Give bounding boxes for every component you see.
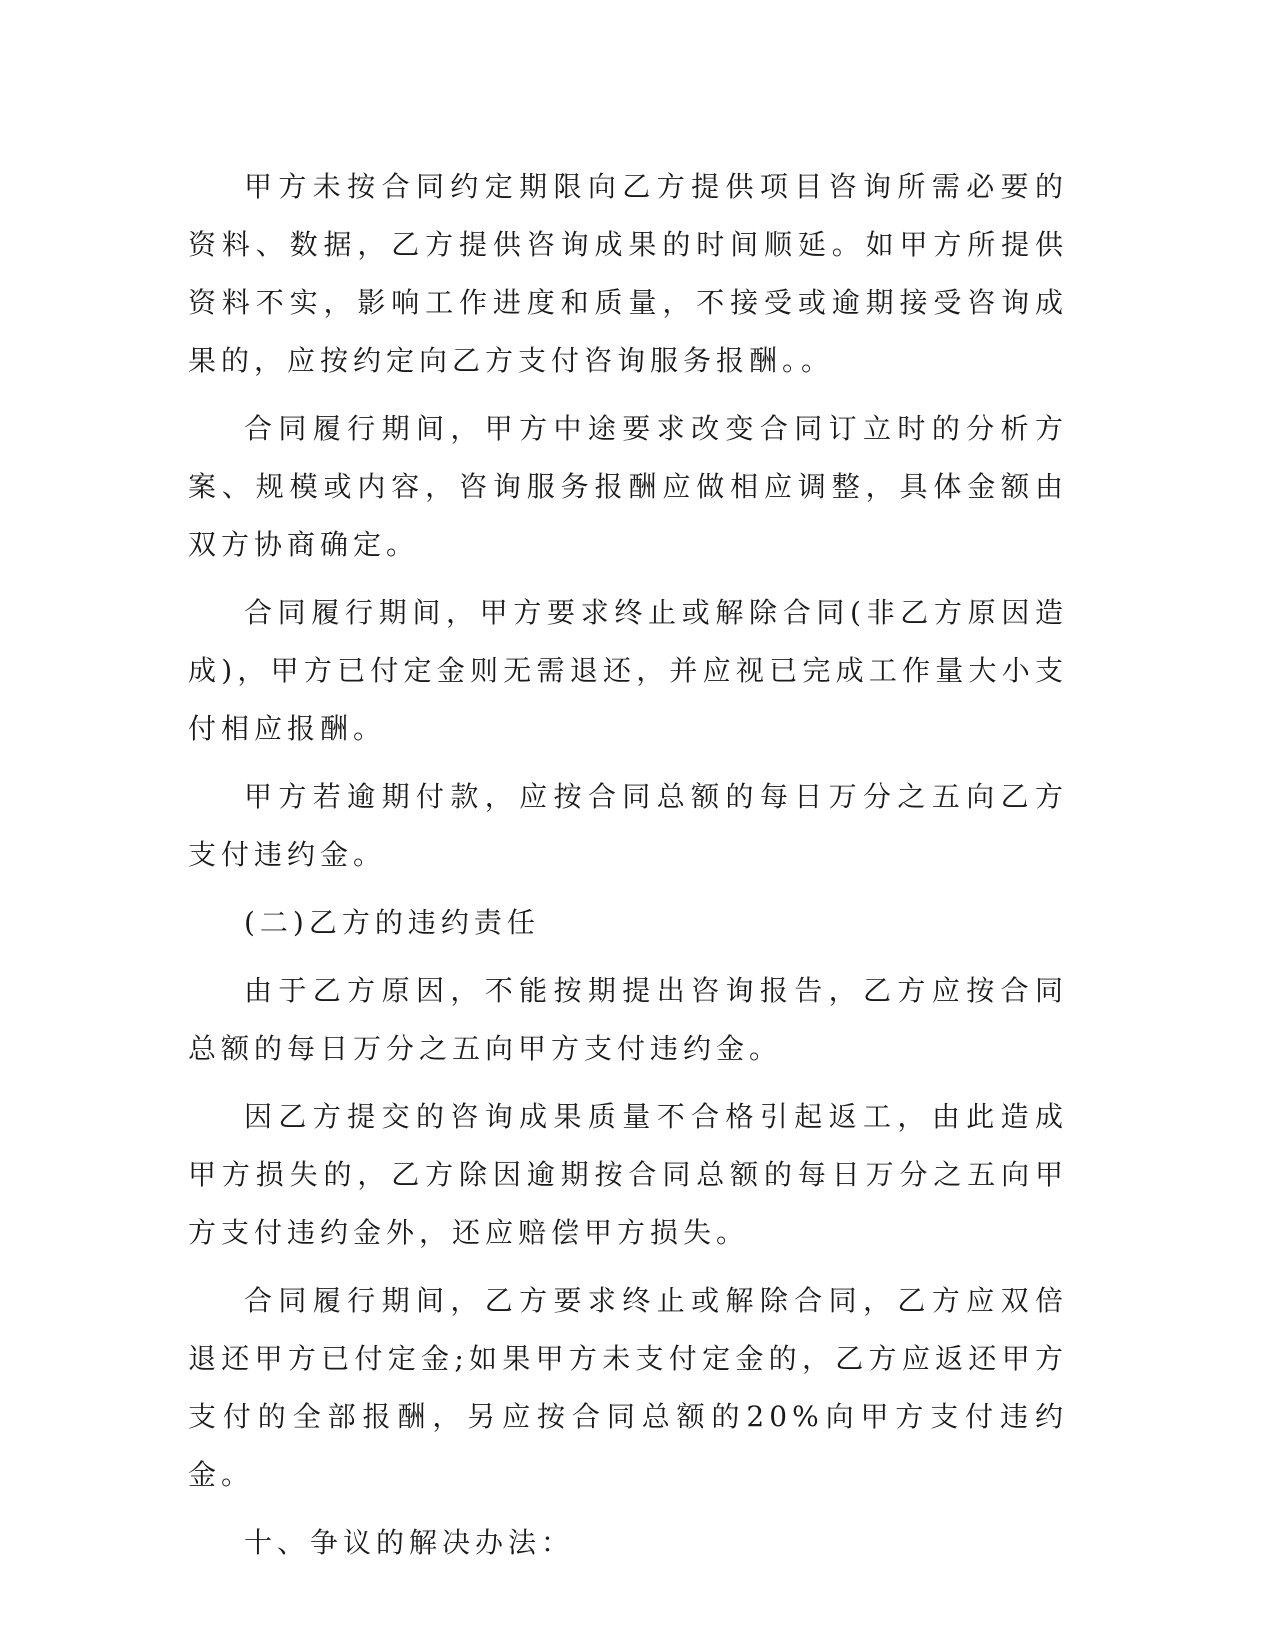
document-body	[188, 158, 1068, 1582]
paragraph-party-a-change-scope: 合同履行期间，甲方中途要求改变合同订立时的分析方案、规模或内容，咨询服务报酬应做相应调整，具体金额由双方协商确定。	[188, 412, 1068, 561]
paragraph-party-a-late-payment: 甲方若逾期付款，应按合同总额的每日万分之五向乙方支付违约金。	[188, 780, 1068, 871]
section-heading-party-b-liability: (二)乙方的违约责任	[244, 906, 540, 939]
paragraph-party-a-materials: 甲方未按合同约定期限向乙方提供项目咨询所需必要的资料、数据，乙方提供咨询成果的时间顺延。如甲方所提供资料不实，影响工作进度和质量，不接受或逾期接受咨询成果的，应按约定向乙方支付咨询服务报酬。。	[188, 170, 1068, 377]
paragraph-party-b-terminate: 合同履行期间，乙方要求终止或解除合同，乙方应双倍退还甲方已付定金;如果甲方未支付定金的，乙方应返还甲方支付的全部报酬，另应按合同总额的20%向甲方支付违约金。	[188, 1284, 1068, 1491]
paragraph-party-a-terminate: 合同履行期间，甲方要求终止或解除合同(非乙方原因造成)，甲方已付定金则无需退还，并应视已完成工作量大小支付相应报酬。	[188, 596, 1068, 745]
paragraph-party-b-late-report: 由于乙方原因，不能按期提出咨询报告，乙方应按合同总额的每日万分之五向甲方支付违约金。	[188, 974, 1068, 1065]
paragraph-party-b-quality: 因乙方提交的咨询成果质量不合格引起返工，由此造成甲方损失的，乙方除因逾期按合同总额的每日万分之五向甲方支付违约金外，还应赔偿甲方损失。	[188, 1100, 1068, 1249]
section-heading-dispute-resolution: 十、争议的解决办法：	[244, 1526, 575, 1559]
